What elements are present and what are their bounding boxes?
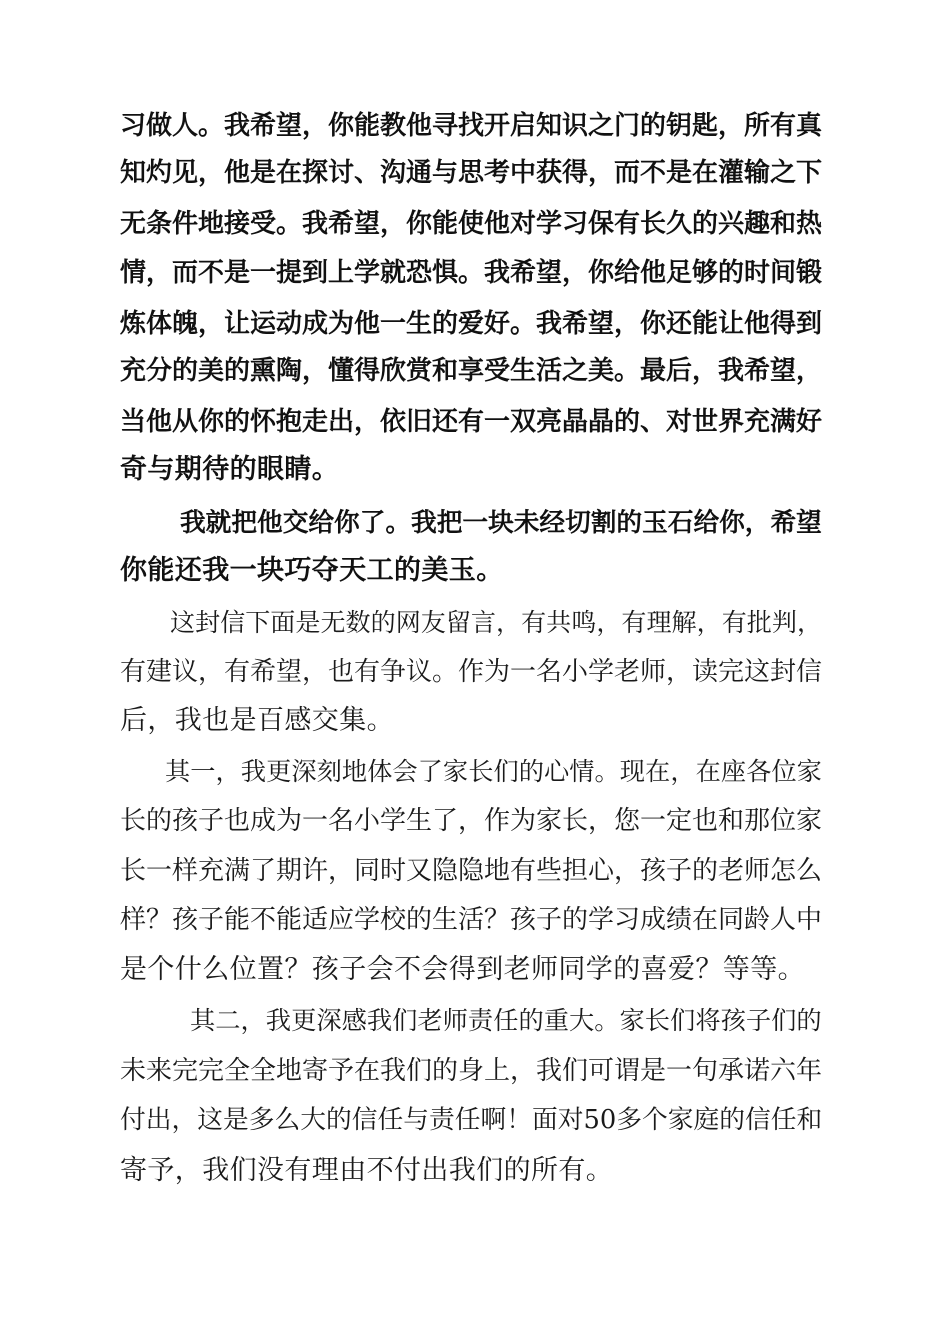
text-line: 其一，我更深刻地体会了家长们的心情。现在，在座各位家 <box>165 757 822 786</box>
text-line: 有建议，有希望，也有争议。作为一名小学老师，读完这封信 <box>120 657 823 687</box>
text-line: 后，我也是百感交集。 <box>120 705 394 736</box>
text-line: 奇与期待的眼睛。 <box>120 454 340 485</box>
text-line: 是个什么位置？孩子会不会得到老师同学的喜爱？等等。 <box>120 954 805 985</box>
text-line: 样？孩子能不能适应学校的生活？孩子的学习成绩在同龄人中 <box>120 905 823 935</box>
text-line: 情，而不是一提到上学就恐惧。我希望，你给他足够的时间锻 <box>120 258 823 288</box>
text-line: 当他从你的怀抱走出，依旧还有一双亮晶晶的、对世界充满好 <box>120 407 823 437</box>
text-line: 寄予，我们没有理由不付出我们的所有。 <box>120 1155 614 1186</box>
text-line: 无条件地接受。我希望，你能使他对学习保有长久的兴趣和热 <box>120 209 823 239</box>
text-line: 其二，我更深感我们老师责任的重大。家长们将孩子们的 <box>190 1006 822 1035</box>
text-line: 付出，这是多么大的信任与责任啊！面对50多个家庭的信任和 <box>120 1105 823 1135</box>
text-line: 长的孩子也成为一名小学生了，作为家长，您一定也和那位家 <box>120 806 823 836</box>
text-line: 这封信下面是无数的网友留言，有共鸣，有理解，有批判， <box>170 608 823 637</box>
text-line: 知灼见，他是在探讨、沟通与思考中获得，而不是在灌输之下 <box>120 158 823 188</box>
text-line: 充分的美的熏陶，懂得欣赏和享受生活之美。最后，我希望， <box>120 356 823 386</box>
text-line: 炼体魄，让运动成为他一生的爱好。我希望，你还能让他得到 <box>120 309 823 339</box>
text-line: 长一样充满了期许，同时又隐隐地有些担心，孩子的老师怎么 <box>120 856 823 886</box>
text-line: 我就把他交给你了。我把一块未经切割的玉石给你，希望 <box>180 508 822 538</box>
text-line: 习做人。我希望，你能教他寻找开启知识之门的钥匙，所有真 <box>120 111 823 141</box>
text-line: 未来完完全全地寄予在我们的身上，我们可谓是一句承诺六年 <box>120 1056 823 1086</box>
text-line: 你能还我一块巧夺天工的美玉。 <box>120 555 504 586</box>
